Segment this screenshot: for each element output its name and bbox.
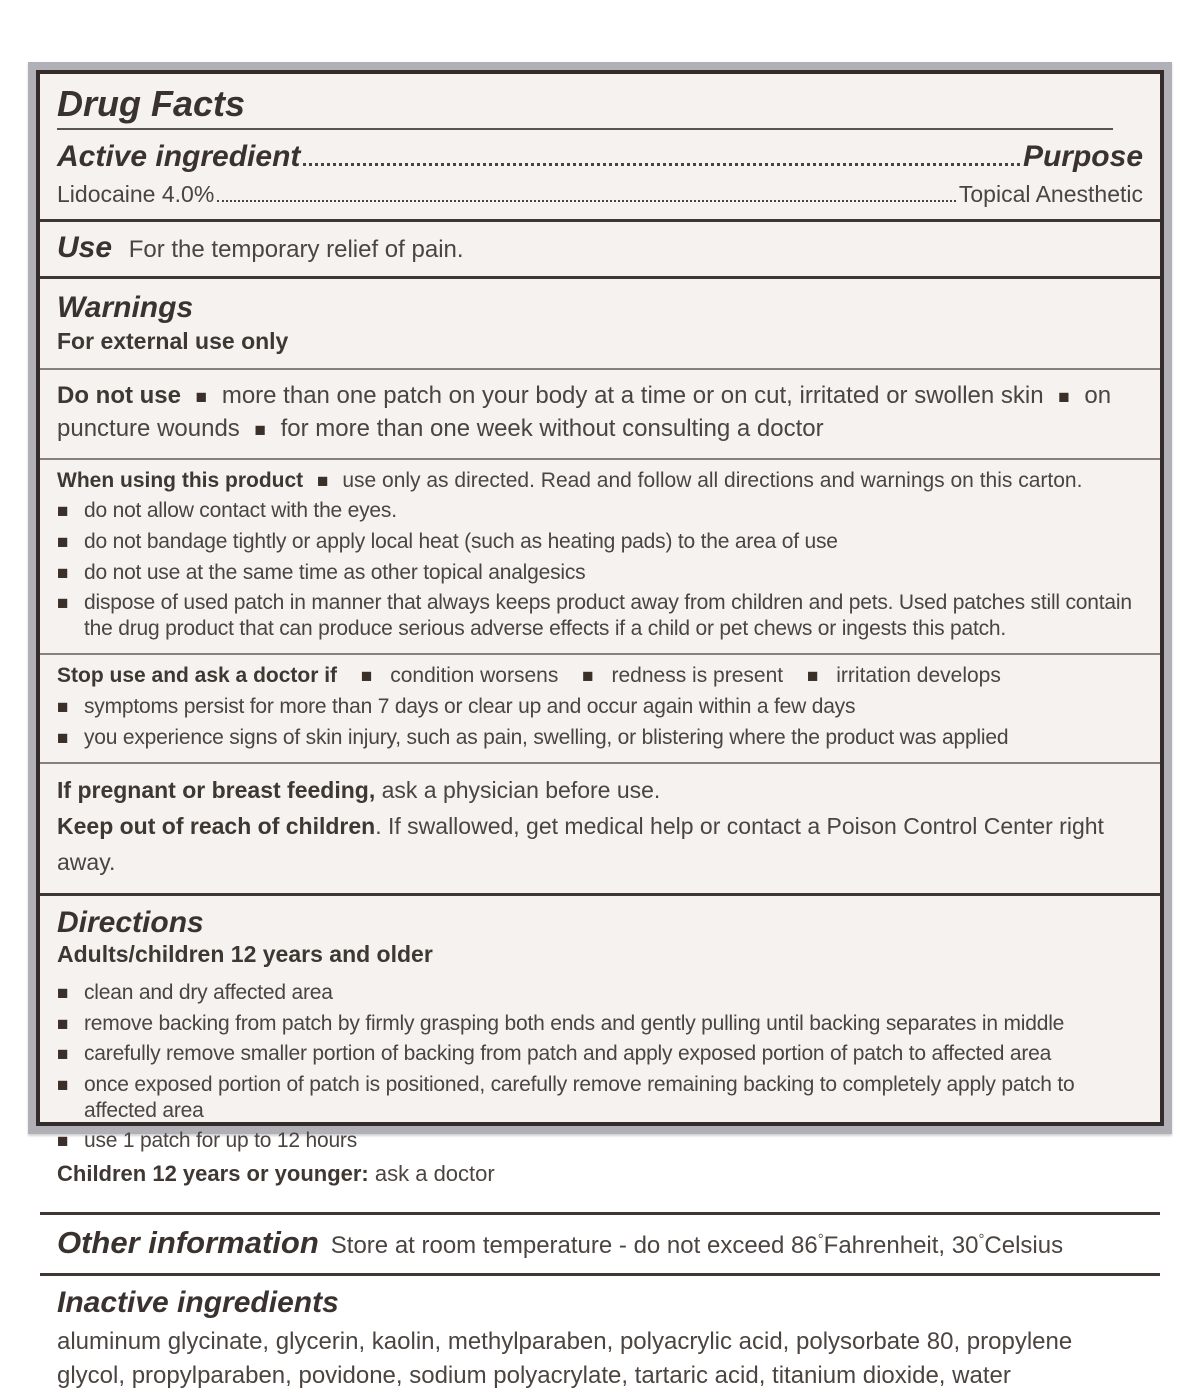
square-bullet-icon: ■: [57, 501, 69, 523]
purpose-heading: Purpose: [1022, 139, 1143, 173]
when-using-inline-item: use only as directed. Read and follow all directions and warnings on this carton.: [342, 468, 1083, 492]
active-ingredient-name: Lidocaine 4.0%: [57, 180, 215, 207]
inactive-ingredients-text: aluminum glycinate, glycerin, kaolin, methylparaben, polyacrylic acid, polysorbate 80, propylene glycol, propylparaben, povidone, sodium polyacrylate, tartaric acid, titanium dioxide, water: [57, 1327, 1073, 1389]
degree-symbol: °: [817, 1231, 824, 1248]
section-divider: [40, 1273, 1160, 1276]
active-ingredient-header-row: [57, 140, 1143, 173]
directions-list: [57, 980, 1143, 1211]
inactive-ingredients-heading: Inactive ingredients: [57, 1285, 339, 1319]
dotted-leader: [303, 163, 1020, 166]
drug-facts-label: [36, 70, 1164, 1389]
stop-use-section: [57, 655, 1143, 762]
list-item: [57, 1128, 1143, 1154]
children-text: ask a doctor: [368, 1160, 495, 1186]
square-bullet-icon: ■: [57, 1075, 69, 1097]
when-using-heading: When using this product: [57, 468, 304, 492]
list-item-text: clean and dry affected area: [84, 981, 333, 1005]
do-not-use-item: on puncture wounds: [57, 381, 1112, 442]
other-information-section: [57, 1215, 1143, 1273]
do-not-use-item: for more than one week without consulting a doctor: [280, 414, 824, 442]
children-bold: Children 12 years or younger:: [57, 1160, 369, 1186]
list-item-text: you experience signs of skin injury, such as pain, swelling, or blistering where the product was applied: [84, 725, 1009, 749]
square-bullet-icon: ■: [57, 727, 69, 749]
dotted-leader: [217, 200, 956, 202]
when-using-lead: [57, 468, 1143, 494]
square-bullet-icon: ■: [57, 1044, 69, 1066]
list-item-text: symptoms persist for more than 7 days or clear up and occur again within a few days: [84, 695, 856, 719]
square-bullet-icon: ■: [57, 532, 69, 554]
list-item: [57, 1011, 1143, 1037]
pregnant-line: [57, 773, 1143, 809]
section-divider: [40, 893, 1160, 896]
use-text: For the temporary relief of pain.: [128, 235, 464, 263]
list-item-text: once exposed portion of patch is positioned, carefully remove remaining backing to completely apply patch to affected area: [84, 1073, 1075, 1122]
square-bullet-icon: ■: [254, 419, 266, 441]
square-bullet-icon: ■: [57, 983, 69, 1005]
square-bullet-icon: ■: [1058, 386, 1070, 408]
list-item: [57, 560, 1143, 586]
pregnant-bold: If pregnant or breast feeding,: [57, 777, 376, 804]
list-item: [57, 529, 1143, 555]
list-item: [57, 694, 1143, 720]
other-information-heading: Other information: [57, 1224, 319, 1260]
list-item: [57, 980, 1143, 1006]
list-item: [57, 1072, 1143, 1123]
list-item-text: dispose of used patch in manner that always keeps product away from children and pets. Used patches still contain the drug product that can produce serious adverse effects if a child or pet chews or ingests this patch.: [84, 591, 1132, 640]
storage-text: Store at room temperature - do not exceed 86: [330, 1231, 818, 1259]
square-bullet-icon: ■: [57, 562, 69, 584]
do-not-use-paragraph: [57, 370, 1143, 458]
title-underline: [57, 128, 1113, 130]
list-item-text: do not use at the same time as other topical analgesics: [84, 560, 586, 584]
square-bullet-icon: ■: [360, 666, 373, 688]
square-bullet-icon: ■: [806, 666, 819, 688]
do-not-use-heading: Do not use: [57, 381, 181, 409]
external-use-text: For external use only: [57, 327, 289, 354]
children-line: [57, 1161, 1143, 1188]
list-item-text: remove backing from patch by firmly grasping both ends and gently pulling until backing separates in middle: [84, 1011, 1065, 1035]
keep-out-text: . If swallowed, get medical help or contact a Poison Control Center right away.: [57, 812, 1104, 875]
use-heading: Use: [57, 230, 113, 264]
active-ingredient-heading: Active ingredient: [57, 139, 301, 173]
square-bullet-icon: ■: [195, 386, 208, 408]
list-item-text: use 1 patch for up to 12 hours: [84, 1129, 358, 1153]
stop-use-heading: Stop use and ask a doctor if: [57, 664, 338, 688]
section-divider: [40, 276, 1160, 279]
square-bullet-icon: ■: [582, 666, 594, 688]
when-using-section: [57, 460, 1143, 654]
list-item-text: do not bandage tightly or apply local heat (such as heating pads) to the area of use: [84, 530, 838, 554]
other-information-text: [331, 1232, 1063, 1259]
stop-use-inline-item: redness is present: [611, 664, 784, 688]
active-ingredient-value-row: [57, 181, 1143, 209]
list-item: [57, 1041, 1143, 1067]
pregnant-text: ask a physician before use.: [375, 777, 661, 804]
square-bullet-icon: ■: [57, 593, 69, 615]
warnings-heading: Warnings: [57, 290, 194, 324]
storage-text-f: Fahrenheit, 30: [823, 1231, 979, 1259]
page-title: Drug Facts: [57, 83, 246, 124]
square-bullet-icon: ■: [57, 1013, 69, 1035]
pregnancy-section: [57, 764, 1143, 893]
stop-use-inline-item: irritation develops: [836, 664, 1001, 688]
square-bullet-icon: ■: [317, 470, 329, 492]
purpose-value: Topical Anesthetic: [958, 180, 1143, 207]
square-bullet-icon: ■: [57, 1131, 69, 1153]
degree-symbol: °: [978, 1231, 985, 1248]
square-bullet-icon: ■: [57, 697, 69, 719]
stop-use-inline-item: condition worsens: [390, 664, 559, 688]
list-item: [57, 590, 1143, 641]
directions-subheading: Adults/children 12 years and older: [57, 941, 433, 968]
keep-out-bold: Keep out of reach of children: [57, 812, 376, 839]
list-item: [57, 725, 1143, 751]
list-item-text: do not allow contact with the eyes.: [84, 499, 397, 523]
stop-use-lead: [57, 663, 1143, 689]
storage-text-c: Celsius: [984, 1231, 1064, 1259]
list-item: [57, 498, 1143, 524]
use-section: [57, 222, 1143, 276]
label-gray-frame: [28, 62, 1172, 1389]
keep-out-line: [57, 809, 1143, 880]
do-not-use-item: more than one patch on your body at a time or on cut, irritated or swollen skin: [221, 381, 1044, 409]
list-item-text: carefully remove smaller portion of backing from patch and apply exposed portion of patch to affected area: [84, 1042, 1052, 1066]
directions-heading: Directions: [57, 906, 204, 940]
